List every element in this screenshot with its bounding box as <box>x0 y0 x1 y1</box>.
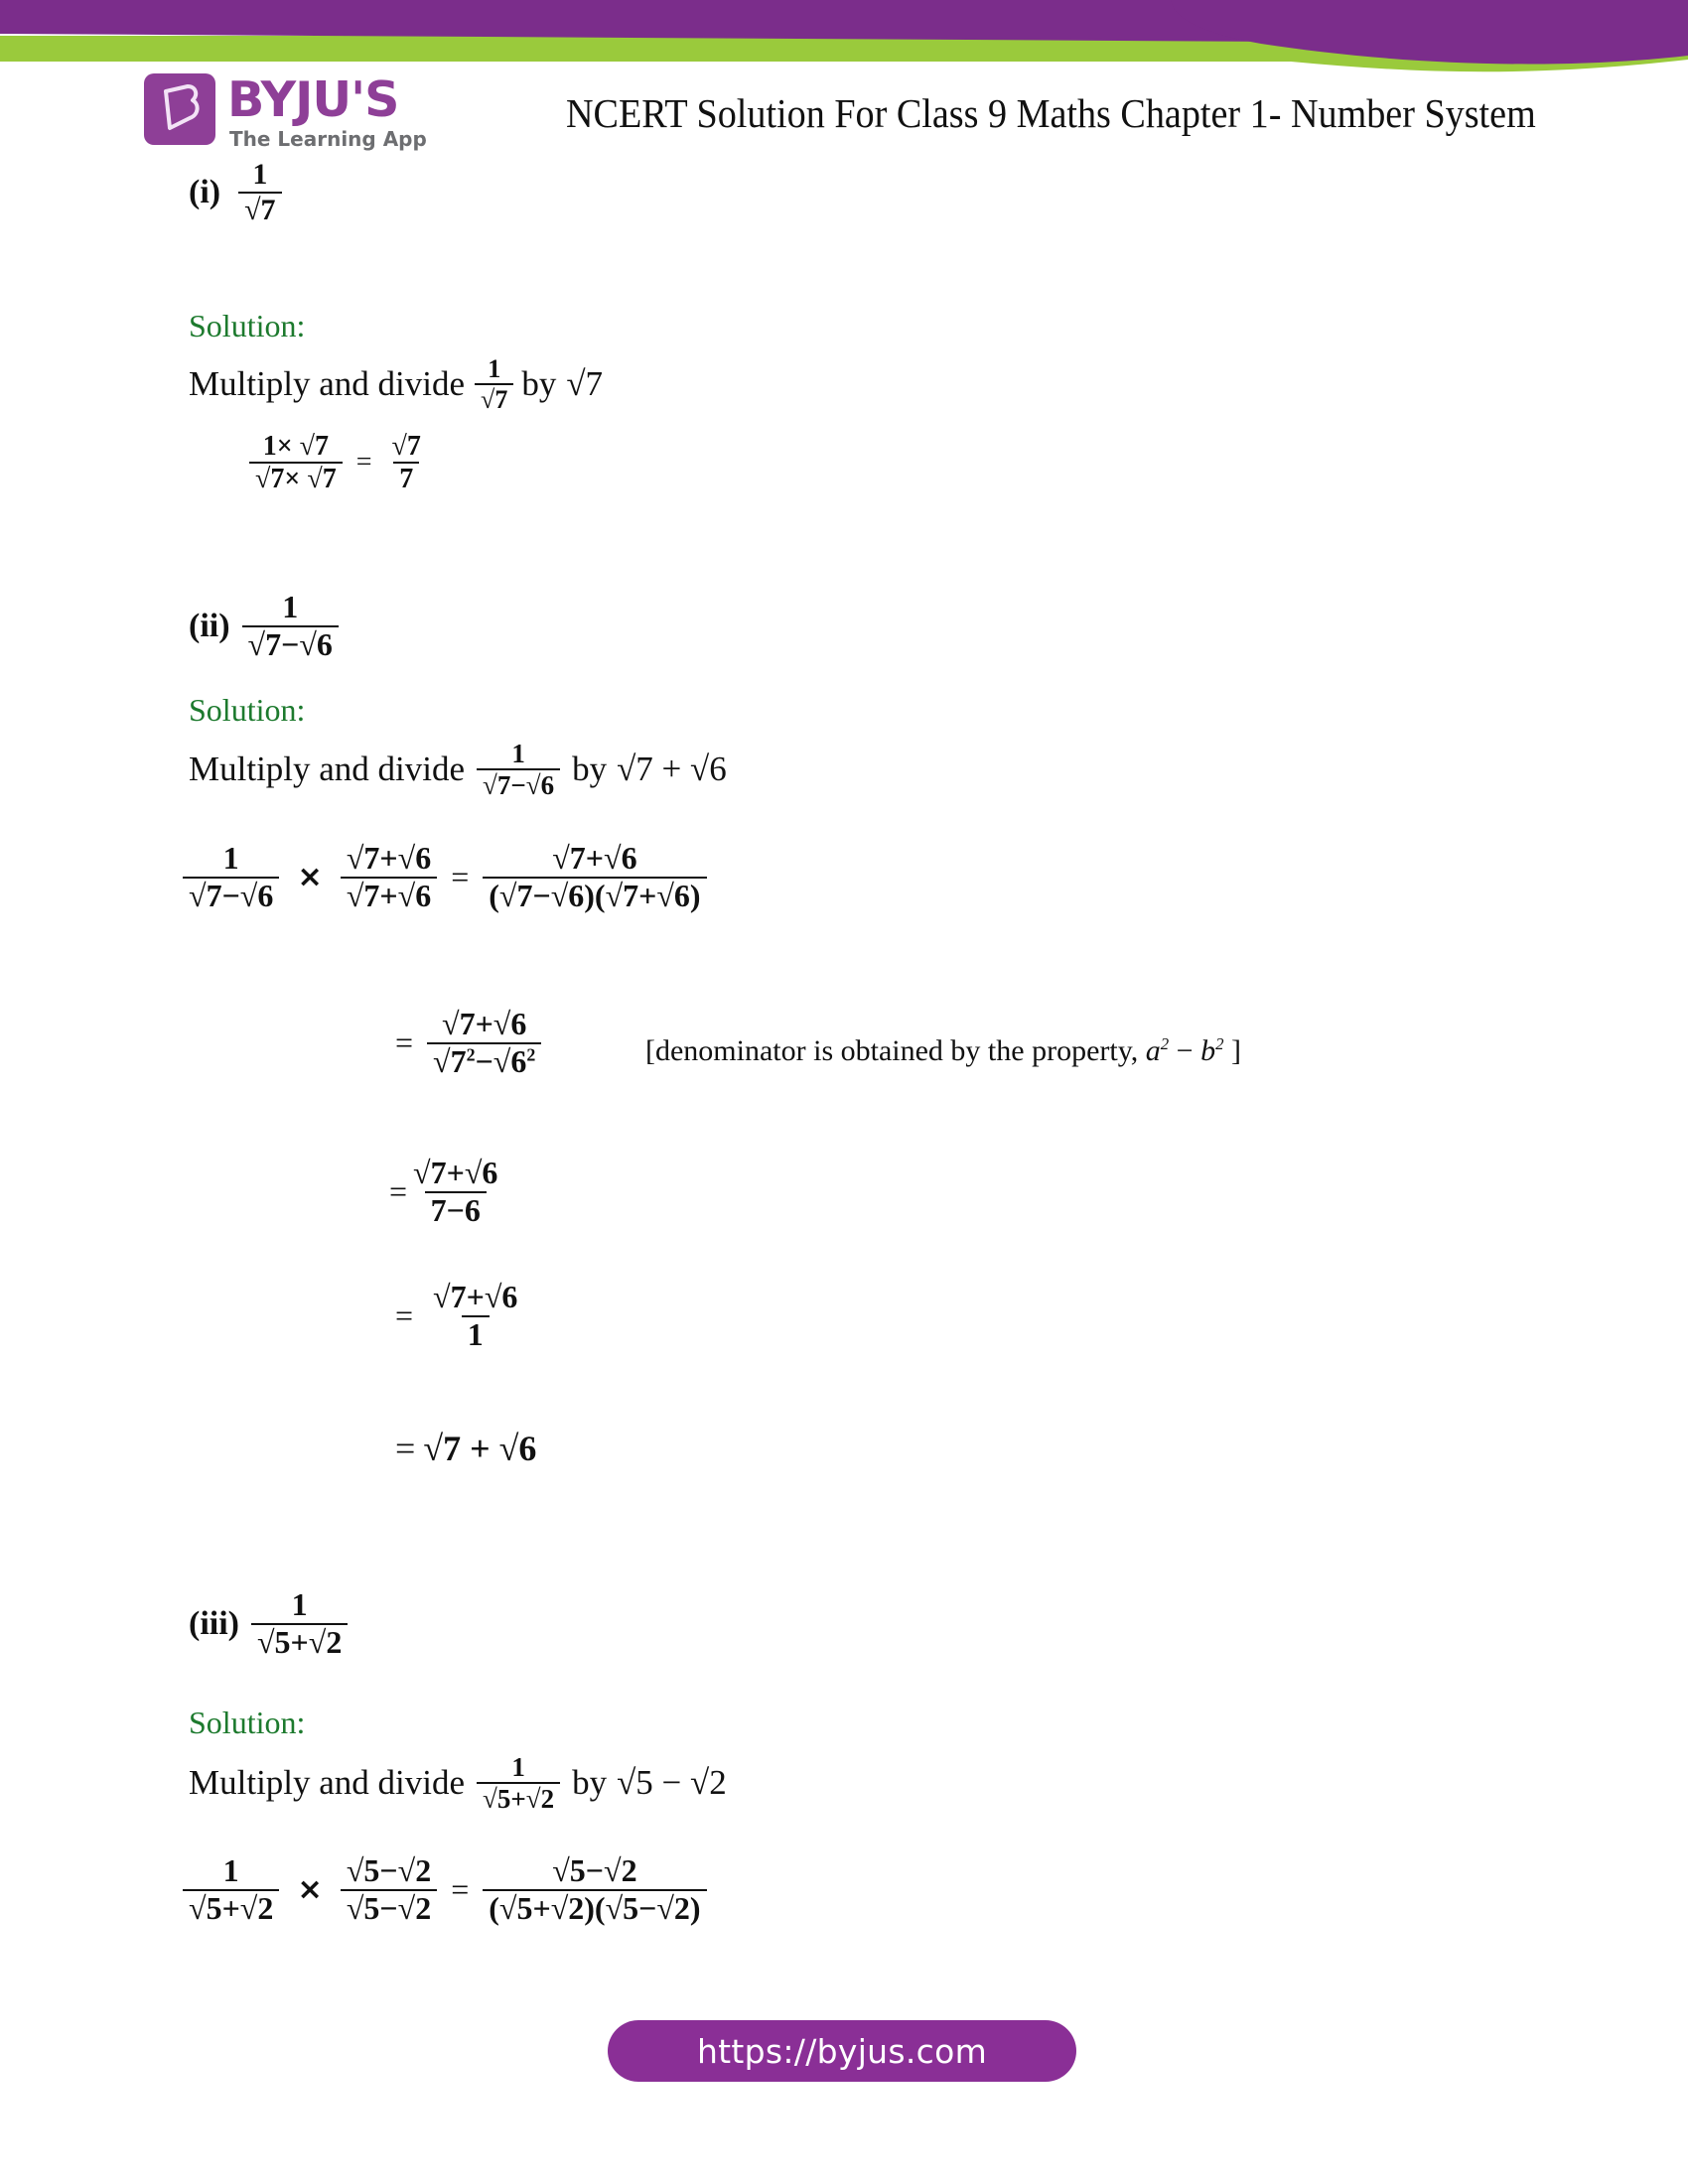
den-a-exponent: 2 <box>466 1043 476 1064</box>
instruction-ii-suffix: √7 + √6 <box>617 750 727 789</box>
instruction-i-by: by <box>521 364 557 404</box>
property-note-minus: − <box>1176 1034 1194 1067</box>
equation-iii-step1-f1: $\frac{1}{√5+√2}$ <box>183 1854 279 1925</box>
instruction-ii <box>189 740 727 800</box>
equation-ii-step1-f2: $\frac{√7+√6}{√7+√6}$ <box>341 842 437 912</box>
instruction-iii-by: by <box>572 1763 608 1803</box>
equation-ii-step4-equals: = <box>395 1297 414 1334</box>
question-ii <box>189 591 345 661</box>
byjus-url-button[interactable] <box>608 2020 1076 2082</box>
solution-label-i: Solution: <box>189 308 306 343</box>
instruction-iii-fraction: $\frac{1}{√5+√2}$ <box>477 1753 560 1814</box>
brand-row <box>0 62 1688 171</box>
question-iii-expression: $\frac{1}{√5+√2}$ <box>251 1588 348 1659</box>
property-note-open: [denominator is obtained by the property, <box>645 1034 1139 1067</box>
equation-i-1-equals: = <box>355 447 372 478</box>
equation-i-1-left: $\frac{1\times √7}{√7\times √7}$ <box>249 432 343 494</box>
equation-ii-step5-value: √7 + √6 <box>423 1429 537 1468</box>
solution-label-ii: Solution: <box>189 692 306 728</box>
question-ii-expression: $\frac{1}{√7-√6}$ <box>242 591 339 661</box>
question-i-label: (i) <box>189 173 221 210</box>
equation-ii-step2-fraction: $\frac{√7+√6}{√7^2-√6^2}$ <box>427 1008 541 1078</box>
equation-ii-step2 <box>387 1008 547 1078</box>
property-note-close: ] <box>1230 1034 1241 1067</box>
instruction-ii-fraction: $\frac{1}{√7-√6}$ <box>477 740 560 800</box>
equation-ii-step3-equals: = <box>389 1173 408 1210</box>
header-purple-tail <box>1172 0 1688 65</box>
instruction-i-fraction: $\frac{1}{√7}$ <box>475 355 513 414</box>
page-title: NCERT Solution For Class 9 Maths Chapter 1- Number System <box>566 90 1536 136</box>
equation-iii-step1-equals: = <box>451 1871 470 1908</box>
byjus-wordmark: BYJU'S <box>227 71 399 128</box>
den-a: √7 <box>433 1042 467 1079</box>
equation-iii-step1-f2: $\frac{√5-√2}{√5-√2}$ <box>341 1854 437 1925</box>
instruction-ii-prefix: Multiply and divide <box>189 750 466 789</box>
equation-ii-step1-times: × <box>297 860 323 895</box>
property-note-b-exponent: 2 <box>1215 1034 1224 1053</box>
equation-ii-step4 <box>387 1281 529 1351</box>
equation-ii-step1-f1: $\frac{1}{√7-√6}$ <box>183 842 279 912</box>
den-minus: − <box>475 1042 493 1079</box>
property-note <box>645 1034 1241 1068</box>
question-i <box>189 159 288 225</box>
solution-label-iii: Solution: <box>189 1705 306 1740</box>
equation-ii-step5-equals: = <box>395 1429 416 1468</box>
question-ii-label: (ii) <box>189 607 230 644</box>
instruction-ii-by: by <box>572 750 608 789</box>
equation-iii-step1-times: × <box>297 1872 323 1908</box>
instruction-iii <box>189 1753 727 1814</box>
instruction-i <box>189 355 603 414</box>
header-purple-band <box>0 0 1688 51</box>
equation-ii-step5 <box>387 1428 536 1469</box>
question-iii <box>189 1588 353 1659</box>
property-note-b: b <box>1200 1034 1216 1067</box>
byjus-tagline: The Learning App <box>229 127 427 151</box>
instruction-iii-suffix: √5 − √2 <box>617 1763 727 1803</box>
question-i-expression: $\frac{1}{√7}$ <box>238 159 281 225</box>
equation-ii-step3 <box>389 1157 509 1227</box>
equation-ii-step3-fraction: $\frac{√7+√6}{7-6}$ <box>413 1155 498 1228</box>
equation-ii-step4-fraction: $\frac{√7+√6}{1}$ <box>433 1279 518 1352</box>
instruction-i-prefix: Multiply and divide <box>189 364 466 404</box>
equation-ii-step1 <box>177 842 713 912</box>
question-iii-label: (iii) <box>189 1604 239 1642</box>
instruction-iii-prefix: Multiply and divide <box>189 1763 466 1803</box>
equation-ii-step2-equals: = <box>395 1024 414 1061</box>
equation-i-1-right: $\frac{√7}{7}$ <box>391 431 421 495</box>
byjus-url-label: https://byjus.com <box>696 2031 988 2071</box>
den-b: √6 <box>492 1042 527 1079</box>
equation-ii-step1-f3: $\frac{√7+√6}{(√7-√6)(√7+√6)}$ <box>483 842 706 912</box>
equation-ii-step1-equals: = <box>451 859 470 895</box>
den-b-exponent: 2 <box>526 1043 536 1064</box>
property-note-a: a <box>1145 1034 1161 1067</box>
instruction-i-suffix: √7 <box>566 364 604 404</box>
equation-iii-step1-f3: $\frac{√5-√2}{(√5+√2)(√5-√2)}$ <box>483 1854 706 1925</box>
byjus-logo[interactable] <box>144 73 442 169</box>
equation-iii-step1 <box>177 1854 713 1925</box>
equation-i-1 <box>243 432 433 494</box>
byjus-b-logo-icon <box>144 73 215 145</box>
property-note-a-exponent: 2 <box>1160 1034 1170 1053</box>
